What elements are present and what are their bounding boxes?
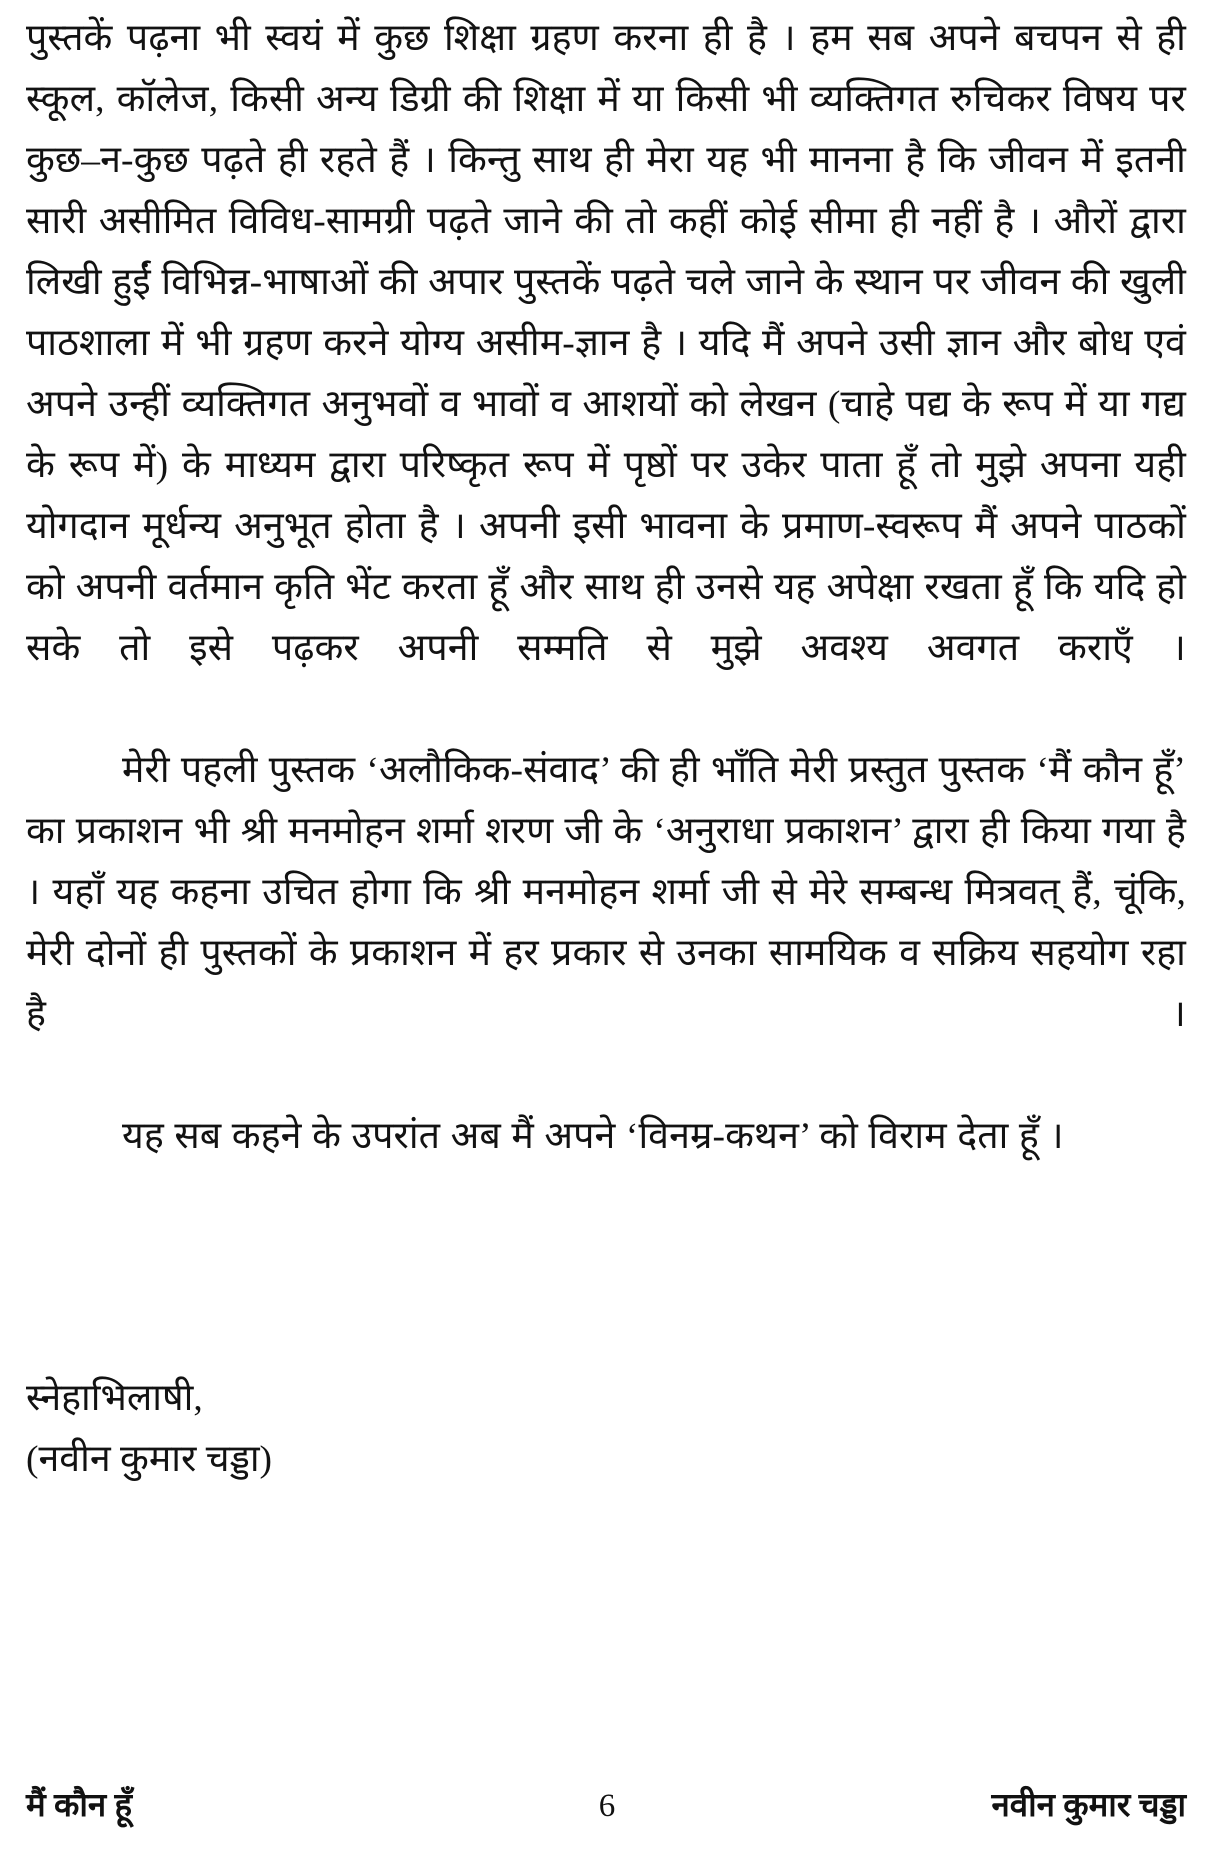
signature-closing: स्नेहाभिलाषी,: [26, 1378, 203, 1419]
paragraph-2: मेरी पहली पुस्तक ‘अलौकिक-संवाद’ की ही भाँति मेरी प्रस्तुत पुस्तक ‘मैं कौन हूँ’ का प्रकाशन भी श्री मनमोहन शर्मा शरण जी के ‘अनुराधा प्रकाशन’ द्वारा ही किया गया है । यहाँ यह कहना उचित होगा कि श्री मनमोहन शर्मा जी से मेरे सम्बन्ध मित्रवत् हैं, चूंकि, मेरी दोनों ही पुस्तकों के प्रकाशन में हर प्रकार से उनका सामयिक व सक्रिय सहयोग रहा है ।: [26, 750, 1186, 1035]
signature-block: [26, 1368, 726, 1490]
footer-page-number: 6: [598, 1788, 616, 1824]
paragraph-3: यह सब कहने के उपरांत अब मैं अपने ‘विनम्र-कथन’ को विराम देता हूँ ।: [122, 1116, 1064, 1157]
body-text-block: [26, 8, 1186, 1167]
signature-author-name: (नवीन कुमार चड्डा): [26, 1439, 273, 1480]
page-footer: [0, 1782, 1214, 1852]
paragraph-1: पुस्तकें पढ़ना भी स्वयं में कुछ शिक्षा ग्रहण करना ही है । हम सब अपने बचपन से ही स्कूल, कॉलेज, किसी अन्य डिग्री की शिक्षा में या किसी भी व्यक्तिगत रुचिकर विषय पर कुछ–न-कुछ पढ़ते ही रहते हैं । किन्तु साथ ही मेरा यह भी मानना है कि जीवन में इतनी सारी असीमित विविध-सामग्री पढ़ते जाने की तो कहीं कोई सीमा ही नहीं है । औरों द्वारा लिखी हुईं विभिन्न-भाषाओं की अपार पुस्तकें पढ़ते चले जाने के स्थान पर जीवन की खुली पाठशाला में भी ग्रहण करने योग्य असीम-ज्ञान है । यदि मैं अपने उसी ज्ञान और बोध एवं अपने उन्हीं व्यक्तिगत अनुभवों व भावों व आशयों को लेखन (चाहे पद्य के रूप में या गद्य के रूप में) के माध्यम द्वारा परिष्कृत रूप में पृष्ठों पर उकेर पाता हूँ तो मुझे अपना यही योगदान मूर्धन्य अनुभूत होता है । अपनी इसी भावना के प्रमाण-स्वरूप मैं अपने पाठकों को अपनी वर्तमान कृति भेंट करता हूँ और साथ ही उनसे यह अपेक्षा रखता हूँ कि यदि हो सके तो इसे पढ़कर अपनी सम्मति से मुझे अवश्य अवगत कराएँ ।: [26, 18, 1186, 669]
footer-author-name: नवीन कुमार चड्डा: [991, 1788, 1186, 1824]
footer-book-title: मैं कौन हूँ: [26, 1788, 132, 1824]
